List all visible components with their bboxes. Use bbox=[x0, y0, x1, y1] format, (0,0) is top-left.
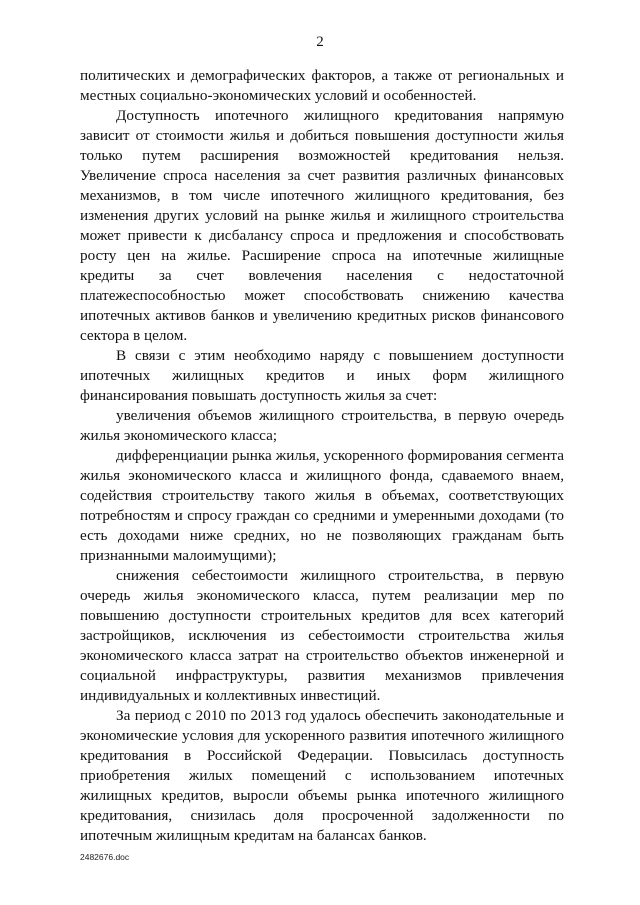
paragraph-results-2010-2013: За период с 2010 по 2013 год удалось обеспечить законодательные и экономические условия для ускоренного развития ипотечного жилищного кредитования в Российской Федерации. Повысилась доступность приобретения жилых помещений с использованием ипотечных жилищных кредитов, выросли объемы рынка ипотечного жилищного кредитования, снизилась доля просроченной задолженности по ипотечным жилищным кредитам на балансах банков. bbox=[80, 707, 564, 844]
list-item-construction-volume: увеличения объемов жилищного строительства, в первую очередь жилья экономического класса; bbox=[80, 407, 564, 444]
page-number: 2 bbox=[316, 34, 324, 50]
paragraph-continuation: политических и демографических факторов, а также от региональных и местных социально-экономических условий и особенностей. bbox=[80, 67, 564, 104]
document-body bbox=[80, 66, 564, 846]
document-filename: 2482676.doc bbox=[80, 852, 130, 862]
list-item-market-differentiation: дифференциации рынка жилья, ускоренного формирования сегмента жилья экономического класса и жилищного фонда, сдаваемого внаем, содействия строительству такого жилья в объемах, соответствующих потребностям и спросу граждан со средними и умеренными доходами (то есть доходами ниже средних, но не позволяющих гражданам быть признанными малоимущими); bbox=[80, 447, 564, 564]
paragraph-mortgage-accessibility: Доступность ипотечного жилищного кредитования напрямую зависит от стоимости жилья и добиться повышения доступности жилья только путем расширения возможностей кредитования нельзя. Увеличение спроса населения за счет развития различных финансовых механизмов, в том числе ипотечного жилищного кредитования, без изменения других условий на рынке жилья и жилищного строительства может привести к дисбалансу спроса и предложения и способствовать росту цен на жилье. Расширение спроса на ипотечные жилищные кредиты за счет вовлечения населения с недостаточной платежеспособностью может способствовать снижению качества ипотечных активов банков и увеличению кредитных рисков финансового сектора в целом. bbox=[80, 107, 564, 344]
paragraph-necessity: В связи с этим необходимо наряду с повышением доступности ипотечных жилищных кредитов и иных форм жилищного финансирования повышать доступность жилья за счет: bbox=[80, 347, 564, 404]
list-item-cost-reduction: снижения себестоимости жилищного строительства, в первую очередь жилья экономического класса, путем реализации мер по повышению доступности строительных кредитов для всех категорий застройщиков, исключения из себестоимости строительства жилья экономического класса затрат на строительство объектов инженерной и социальной инфраструктуры, развития механизмов привлечения индивидуальных и коллективных инвестиций. bbox=[80, 567, 564, 704]
